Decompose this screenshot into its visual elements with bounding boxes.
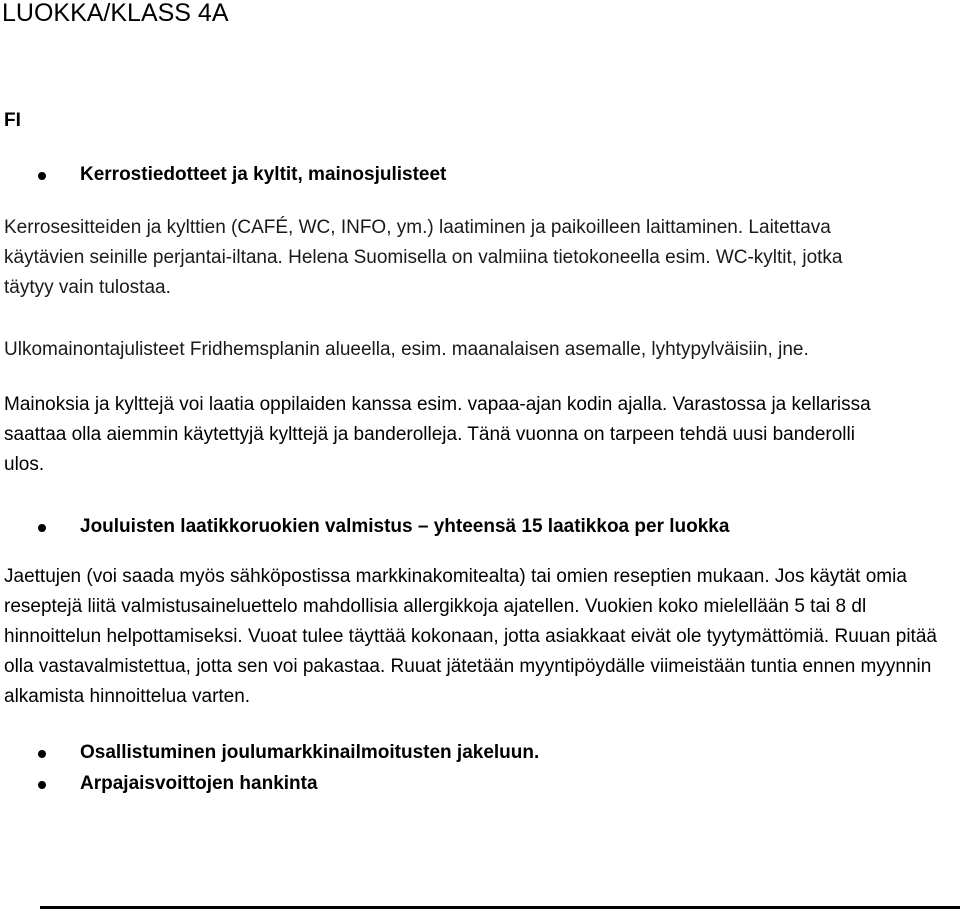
paragraph-line: Mainoksia ja kylttejä voi laatia oppilaiden kanssa esim. vapaa-ajan kodin ajalla. Varastossa ja kellarissa <box>4 394 871 415</box>
paragraph-line: olla vastavalmistettua, jotta sen voi pakastaa. Ruuat jätetään myyntipöydälle viimeistään tuntia ennen myynnin <box>4 656 932 677</box>
paragraph-line: alkamista hinnoittelua varten. <box>4 686 251 707</box>
posters-paragraph-1 <box>4 213 954 303</box>
paragraph-line: Jaettujen (voi saada myös sähköpostissa markkinakomitealta) tai omien reseptien mukaan. Jos käytät omia <box>4 566 907 587</box>
paragraph-line: hinnoittelun helpottamiseksi. Vuoat tulee täyttää kokonaan, jotta asiakkaat eivät ole tyytymättömiä. Ruuan pitää <box>4 626 937 647</box>
task-prizes: Arpajaisvoittojen hankinta <box>80 773 318 794</box>
bullet-dot-icon <box>38 524 46 532</box>
paragraph-line: reseptejä liitä valmistusaineluettelo mahdollisia allergikkoja ajatellen. Vuokien koko mielellään 5 tai 8 dl <box>4 596 867 617</box>
task-flyers: Osallistuminen joulumarkkinailmoitusten jakeluun. <box>80 742 540 763</box>
baking-paragraph <box>4 562 954 712</box>
page-title: LUOKKA/KLASS 4A <box>2 0 229 27</box>
paragraph-line: Ulkomainontajulisteet Fridhemsplanin alueella, esim. maanalaisen asemalle, lyhtypylväisiin, jne. <box>4 339 809 360</box>
paragraph-line: täytyy vain tulostaa. <box>4 277 171 298</box>
paragraph-line: Kerrosesitteiden ja kylttien (CAFÉ, WC, INFO, ym.) laatiminen ja paikoilleen laittaminen. Laitettava <box>4 217 831 238</box>
paragraph-line: saattaa olla aiemmin käytettyjä kylttejä ja banderolleja. Tänä vuonna on tarpeen tehdä uusi banderolli <box>4 424 855 445</box>
bottom-divider <box>40 906 960 909</box>
posters-paragraph-2 <box>4 335 954 365</box>
paragraph-line: ulos. <box>4 454 45 475</box>
paragraph-line: käytävien seinille perjantai-iltana. Helena Suomisella on valmiina tietokoneella esim. WC-kyltit, jotka <box>4 247 843 268</box>
bullet-dot-icon <box>38 781 46 789</box>
posters-heading: Kerrostiedotteet ja kyltit, mainosjulisteet <box>80 164 447 185</box>
bullet-dot-icon <box>38 750 46 758</box>
language-label: FI <box>4 110 21 131</box>
bullet-dot-icon <box>38 172 46 180</box>
posters-paragraph-3 <box>4 390 954 480</box>
baking-heading: Jouluisten laatikkoruokien valmistus – yhteensä 15 laatikkoa per luokka <box>80 516 730 537</box>
